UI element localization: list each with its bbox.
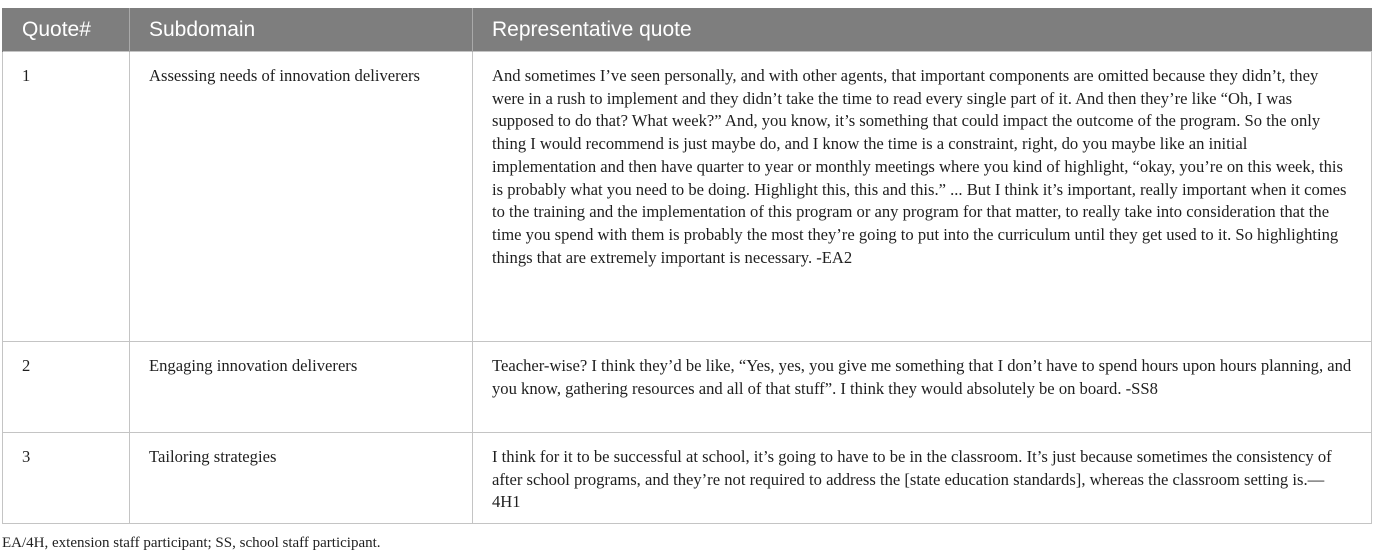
- cell-subdomain: Tailoring strategies: [130, 433, 473, 524]
- header-quote-number: Quote#: [3, 8, 130, 52]
- cell-quote: Teacher-wise? I think they’d be like, “Yes, yes, you give me something that I don’t have to spend hours upon hours planning, and you know, gathering resources and all of that stuff”. I think they would absolutely be on board. -SS8: [473, 342, 1372, 433]
- table-footnote: EA/4H, extension staff participant; SS, school staff participant.: [2, 535, 381, 551]
- table-row: [3, 433, 1372, 524]
- table-header-row: [3, 8, 1372, 52]
- quotes-table: [2, 8, 1372, 524]
- cell-quote: I think for it to be successful at school, it’s going to have to be in the classroom. It’s just because sometimes the consistency of after school programs, and they’re not required to address the [state education standards], whereas the classroom setting is.—4H1: [473, 433, 1372, 524]
- cell-quote-number: 2: [3, 342, 130, 433]
- header-subdomain: Subdomain: [130, 8, 473, 52]
- cell-subdomain: Assessing needs of innovation deliverers: [130, 52, 473, 342]
- header-representative-quote: Representative quote: [473, 8, 1372, 52]
- cell-quote-number: 3: [3, 433, 130, 524]
- table-row: [3, 342, 1372, 433]
- cell-quote-number: 1: [3, 52, 130, 342]
- cell-quote: And sometimes I’ve seen personally, and with other agents, that important components are omitted because they didn’t, they were in a rush to implement and they didn’t take the time to read every single part of it. And then they’re like “Oh, I was supposed to do that? What week?” And, you know, it’s something that could impact the outcome of the program. So the only thing I would recommend is just maybe do, and I know the time is a constraint, right, do you maybe like an initial implementation and then have quarter to year or monthly meetings where you kind of highlight, “okay, you’re on this week, this is probably what you need to be doing. Highlight this, this and this.” ... But I think it’s important, really important when it comes to the training and the implementation of this program or any program for that matter, to really take into consideration that the time you spend with them is probably the most they’re going to put into the curriculum until they get used to it. So highlighting things that are extremely important is necessary. -EA2: [473, 52, 1372, 342]
- cell-subdomain: Engaging innovation deliverers: [130, 342, 473, 433]
- table-row: [3, 52, 1372, 342]
- quotes-table-container: [2, 8, 1371, 524]
